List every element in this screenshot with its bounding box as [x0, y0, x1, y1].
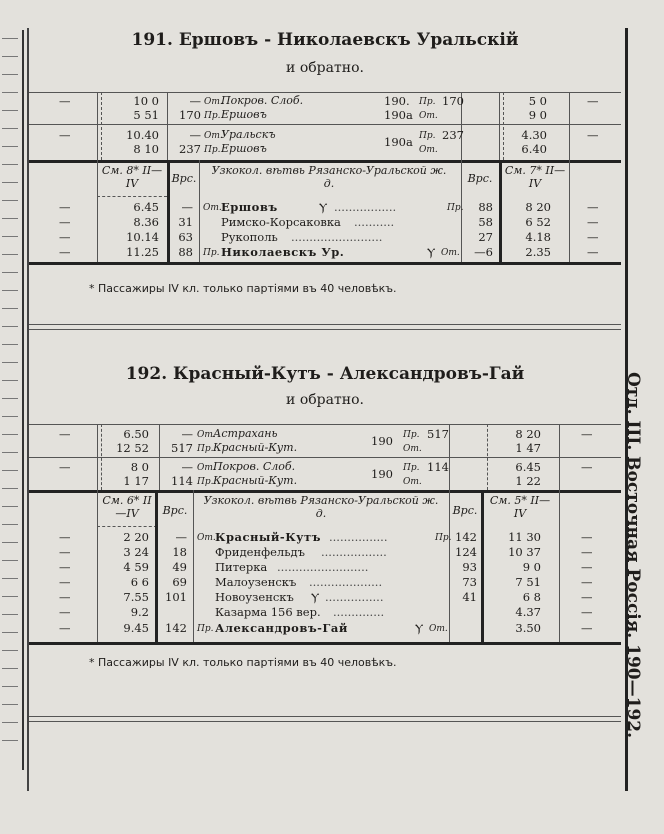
class-header-left: См. 6* II—IV [102, 494, 152, 520]
previous-page-column [0, 30, 24, 770]
column-rule [2, 668, 18, 669]
column-rule [2, 596, 18, 597]
column-rule [2, 578, 18, 579]
column-rule [2, 380, 18, 381]
line-header: Узкокол. вѣтвь Рязанско-Уральской ж. д. [211, 164, 447, 190]
station-name: Малоузенскъ [215, 575, 297, 589]
column-rule [2, 614, 18, 615]
column-rule [2, 290, 18, 291]
timetable-frame [27, 28, 628, 791]
column-rule [2, 146, 18, 147]
column-rule [2, 524, 18, 525]
column-rule [2, 308, 18, 309]
station-name: Уральскъ [221, 128, 276, 141]
column-rule [2, 38, 18, 39]
station-name: Красный-Кут. [213, 474, 298, 487]
column-rule [2, 92, 18, 93]
column-rule [2, 506, 18, 507]
station-name: Ершовъ [221, 108, 267, 121]
table-192-title: 192. Красный-Кутъ - Александровъ-Гай [125, 364, 525, 384]
station-name: Покров. Слоб. [221, 94, 304, 107]
column-rule [2, 470, 18, 471]
class-header-right: См. 7* II—IV [504, 164, 566, 190]
table-192-subtitle: и обратно. [286, 392, 364, 408]
station-name: Ершовъ [221, 142, 267, 155]
class-header-left: См. 8* II—IV [101, 164, 163, 190]
column-rule [2, 686, 18, 687]
table-191-title: 191. Ершовъ - Николаевскъ Уральскій [131, 30, 519, 50]
column-rule [2, 326, 18, 327]
column-rule [2, 560, 18, 561]
station-name: Александровъ-Гай [215, 621, 348, 635]
station-name: Красный-Кут. [213, 441, 298, 454]
station-name: Покров. Слоб. [213, 460, 296, 473]
station-name: Астрахань [213, 427, 278, 440]
column-rule [2, 434, 18, 435]
column-rule [2, 164, 18, 165]
column-rule [2, 74, 18, 75]
buffet-icon: Ⲩ [319, 200, 328, 214]
table-191-subtitle: и обратно. [286, 60, 364, 76]
line-header: Узкокол. вѣтвь Рязанско-Уральской ж. д. [203, 494, 439, 520]
buffet-icon: Ⲩ [427, 245, 436, 259]
column-rule [2, 128, 18, 129]
column-rule [2, 704, 18, 705]
station-name: Фриденфельдъ [215, 545, 305, 559]
column-rule [2, 218, 18, 219]
station-name: Питерка [215, 560, 268, 574]
buffet-icon: Ⲩ [311, 590, 320, 604]
column-rule [2, 542, 18, 543]
column-rule [2, 362, 18, 363]
column-rule [2, 398, 18, 399]
column-rule [2, 200, 18, 201]
station-name: Красный-Кутъ [215, 530, 321, 544]
station-name: Рукополь [221, 230, 278, 244]
station-name: Казарма 156 вер. [215, 605, 321, 619]
column-rule [2, 452, 18, 453]
column-rule [2, 236, 18, 237]
column-rule [2, 110, 18, 111]
table-192-footnote: * Пассажиры IV кл. только партіями въ 40 человѣкъ. [89, 656, 397, 669]
class-header-right: См. 5* II—IV [489, 494, 551, 520]
column-rule [2, 650, 18, 651]
column-rule [2, 416, 18, 417]
column-rule [2, 56, 18, 57]
table-191-footnote: * Пассажиры IV кл. только партіями въ 40 человѣкъ. [89, 282, 397, 295]
buffet-icon: Ⲩ [415, 621, 424, 635]
section-side-title: Отд. III. Восточная Россія. 190—192. [623, 371, 643, 739]
column-rule [2, 488, 18, 489]
station-name: Новоузенскъ [215, 590, 294, 604]
table-191: — 10 0 5 51 — 170 От. Покров. Слоб. Пр. Ершовъ 190. 190а Пр. От. 170 5 0 9 0 — — 10.40 8 10 — 237 От. Уральскъ Пр. Ершовъ 190а Пр. От. 237 4.30 6.40 — См. 8* II—IV Врс. Узкокол. вѣтвь Рязанско-Уральской ж. д. Врс. См. 7* II—IV — 6.45 — От. Ершовъ Ⲩ ................. Пр. 88 8 20 — — 8.36 31 Римско-Корсаковка ........... 58 6 52 — — 10.14 63 Рукополь ......................... 27 4.18 — — 11.25 88 Пр. Николаевскъ Ур. Ⲩ От. —6 2.35 — [29, 92, 621, 272]
station-name: Николаевскъ Ур. [221, 245, 345, 259]
column-rule [2, 254, 18, 255]
column-rule [2, 632, 18, 633]
table-192: — 6.50 12 52 — 517 От. Астрахань Пр. Красный-Кут. 190 Пр. От. 517 8 20 1 47 — — 8 0 1 17 — 114 От. Покров. Слоб. Пр. Красный-Кут. 190 Пр. От. 114 6.45 1 22 — См. 6* II—IV Врс. Узкокол. вѣтвь Рязанско-Уральской ж. д. Врс. См. 5* II—IV — 2 20 — От. Красный-Кутъ ................ Пр. 142 11 30 — — 3 24 18 Фриденфельдъ .................. 124 10 37 — — 4 59 49 Питерка ......................... 93 9 0 — — 6 6 69 Малоузенскъ .................... 73 7 51 — — 7.55 101 Новоузенскъ Ⲩ ................ 41 6 8 — — 9.2 Казарма 156 вер. .............. 4.37 — — 9.45 142 Пр. Александровъ-Гай Ⲩ От. 3.50 — [29, 424, 621, 654]
column-rule [2, 182, 18, 183]
station-name: Римско-Корсаковка [221, 215, 341, 229]
column-rule [2, 722, 18, 723]
station-name: Ершовъ [221, 200, 278, 214]
column-rule [2, 740, 18, 741]
column-rule [2, 344, 18, 345]
column-rule [2, 272, 18, 273]
